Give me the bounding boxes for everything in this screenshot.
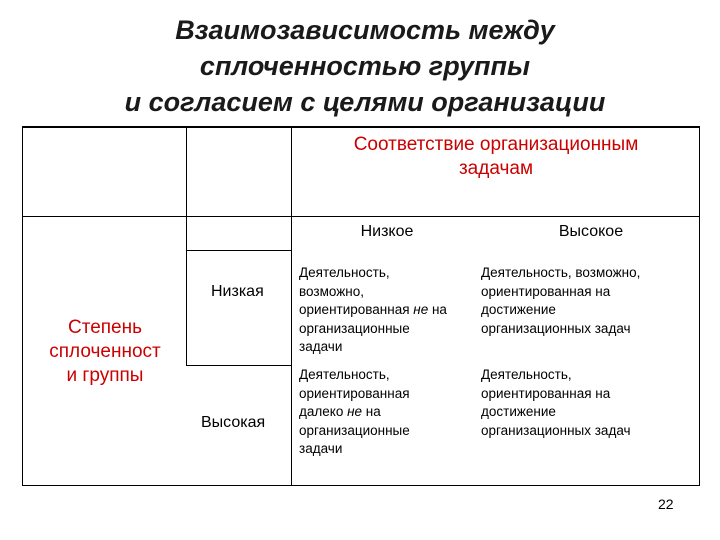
cell-line: достижение: [481, 302, 556, 317]
title-line-3: и согласием с целями организации: [124, 87, 606, 117]
cell-line: Деятельность,: [481, 367, 572, 382]
row-group-header: [24, 316, 186, 388]
table-divider-h3: [187, 365, 292, 366]
cell-line: организационные: [299, 320, 410, 336]
title-line-1: Взаимозависимость между: [175, 15, 555, 45]
column-group-header-line-2: задачам: [458, 158, 534, 179]
cell-high-cohesion-high-fit: [481, 366, 631, 440]
table-divider-h2: [187, 250, 292, 251]
row-header-low: Низкая: [211, 283, 264, 300]
table-border-top: [22, 126, 700, 128]
cell-line: ориентированная на: [481, 385, 611, 401]
column-header-high: Высокое: [558, 223, 624, 240]
cell-low-cohesion-low-fit: [299, 264, 447, 357]
cell-emphasis: не: [413, 302, 429, 317]
cell-low-cohesion-high-fit: [481, 264, 640, 338]
table-border-bottom: [22, 485, 700, 486]
cell-line: Деятельность,: [299, 265, 390, 280]
cell-line: [299, 403, 410, 422]
cell-line: [299, 301, 447, 320]
table-divider-h1: [22, 216, 700, 217]
cell-fragment: на: [362, 404, 381, 419]
column-group-header: [292, 133, 700, 181]
page-number: 22: [658, 496, 674, 512]
cell-high-cohesion-low-fit: [299, 366, 410, 459]
column-group-header-line-1: Соответствие организационным: [353, 134, 639, 155]
cell-line: ориентированная на: [481, 283, 611, 299]
table-border-left: [22, 126, 23, 486]
cell-fragment: далеко: [299, 404, 348, 419]
cell-line: организационных задач: [481, 320, 631, 336]
cell-line: Деятельность,: [299, 367, 390, 382]
row-group-header-line-3: и группы: [66, 365, 144, 386]
row-header-high: Высокая: [201, 414, 266, 431]
cell-fragment: на: [428, 302, 447, 317]
cell-line: организационные: [299, 422, 410, 438]
cell-emphasis: не: [347, 404, 363, 419]
cell-line: ориентированная: [299, 385, 410, 401]
cell-line: возможно,: [299, 283, 364, 299]
cell-line: Деятельность, возможно,: [481, 265, 641, 280]
cell-line: достижение: [481, 404, 556, 419]
row-group-header-line-1: Степень: [67, 317, 143, 338]
row-group-header-line-2: сплоченност: [49, 341, 161, 362]
cell-line: задачи: [299, 339, 343, 354]
cell-line: задачи: [299, 441, 343, 456]
column-header-low: Низкое: [360, 223, 414, 240]
cell-line: организационных задач: [481, 422, 631, 438]
cell-fragment: ориентированная: [299, 302, 414, 317]
title-line-2: сплоченностью группы: [199, 51, 531, 81]
table-divider-v1: [186, 126, 187, 366]
